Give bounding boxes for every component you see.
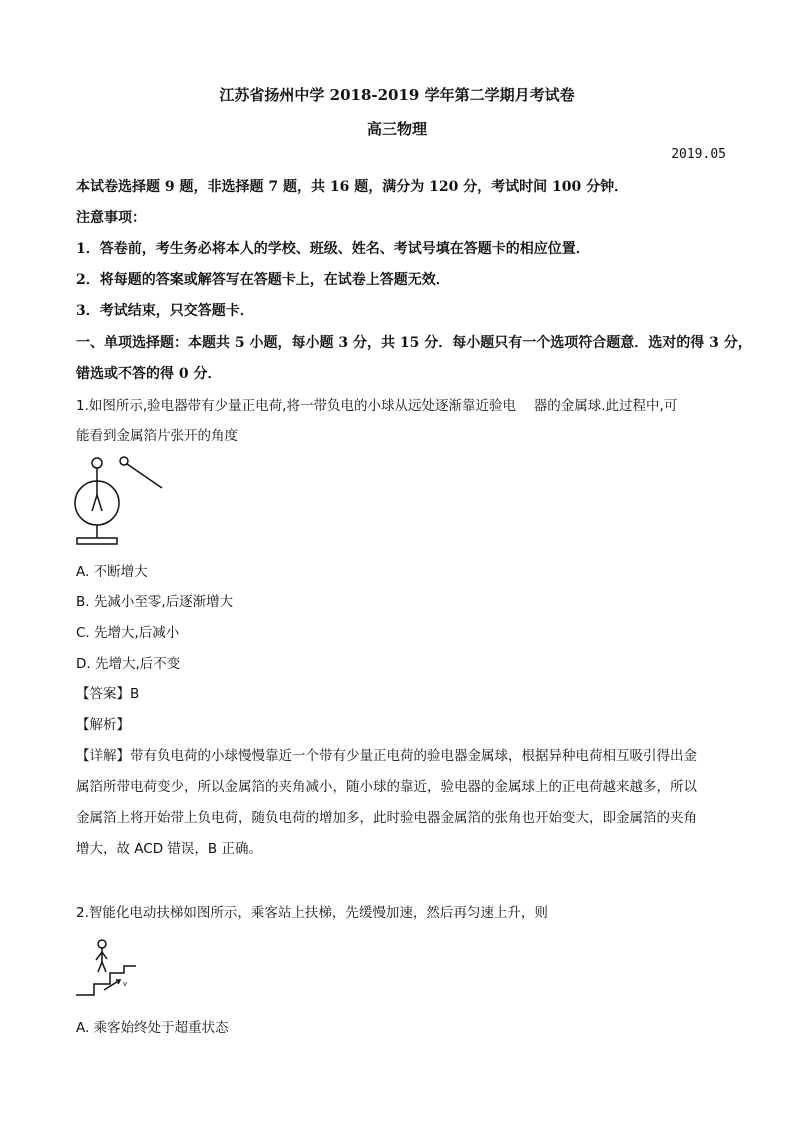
q1-detail-line2: 属箔所带电荷变少，所以金属箔的夹角减小，随小球的靠近，验电器的金属球上的正电荷越来越多，所以 [76,779,697,795]
q1-analysis-label: 【解析】 [76,717,130,733]
exam-summary: 本试卷选择题 9 题，非选择题 7 题，共 16 题，满分为 120 分，考试时间 100 分钟． [76,179,629,195]
q1-option-a: A. 不断增大 [76,564,148,580]
exam-date: 2019.05 [671,147,726,162]
passenger-leg-right [102,962,106,972]
q2-option-a: A. 乘客始终处于超重状态 [76,1020,229,1036]
section1-heading-line2: 错选或不答的得 0 分． [76,366,222,382]
q1-option-b: B. 先减小至零,后逐渐增大 [76,594,234,610]
notice-heading: 注意事项： [76,210,146,226]
insulating-handle [127,464,162,488]
q2-stem: 2.智能化电动扶梯如图所示，乘客站上扶梯，先缓慢加速，然后再匀速上升，则 [76,905,548,921]
escalator-figure [76,938,146,1003]
foil-right [97,495,102,511]
section1-heading-line1: 一、单项选择题：本题共 5 小题，每小题 3 分，共 15 分．每小题只有一个选项符合题意．选对的得 3 分， [76,335,752,351]
exam-subtitle: 高三物理 [366,120,427,138]
notice-item-2: 2．将每题的答案或解答写在答题卡上，在试卷上答题无效． [76,272,450,288]
passenger-head [98,940,106,948]
notice-item-3: 3．考试结束，只交答题卡． [76,303,254,319]
electroscope-figure [72,455,172,550]
foil-left [92,495,97,511]
passenger-leg-left [98,962,102,972]
charged-ball [120,457,128,465]
electroscope-ball [92,458,102,468]
velocity-arrow [104,980,120,990]
q1-stem-line1: 1.如图所示,验电器带有少量正电荷,将一带负电的小球从远处逐渐靠近验电 器的金属球.此过程中,可 [76,398,678,414]
electroscope-base [77,538,117,544]
q1-answer: 【答案】B [76,686,140,702]
q1-stem-line2: 能看到金属箔片张开的角度 [76,428,238,444]
velocity-label: v [123,980,128,988]
notice-item-1: 1．答卷前，考生务必将本人的学校、班级、姓名、考试号填在答题卡的相应位置． [76,241,590,257]
q1-detail-line4: 增大，故 ACD 错误，B 正确。 [76,841,262,857]
q1-option-c: C. 先增大,后减小 [76,625,180,641]
q1-detail-line1: 【详解】带有负电荷的小球慢慢靠近一个带有少量正电荷的验电器金属球，根据异种电荷相互吸引得出金 [76,748,697,764]
q1-detail-line3: 金属箔上将开始带上负电荷，随负电荷的增加多，此时验电器金属箔的张角也开始变大，即金属箔的夹角 [76,810,697,826]
exam-title: 江苏省扬州中学 2018-2019 学年第二学期月考试卷 [219,86,575,104]
passenger-arm-left [96,952,102,960]
q1-option-d: D. 先增大,后不变 [76,656,181,672]
